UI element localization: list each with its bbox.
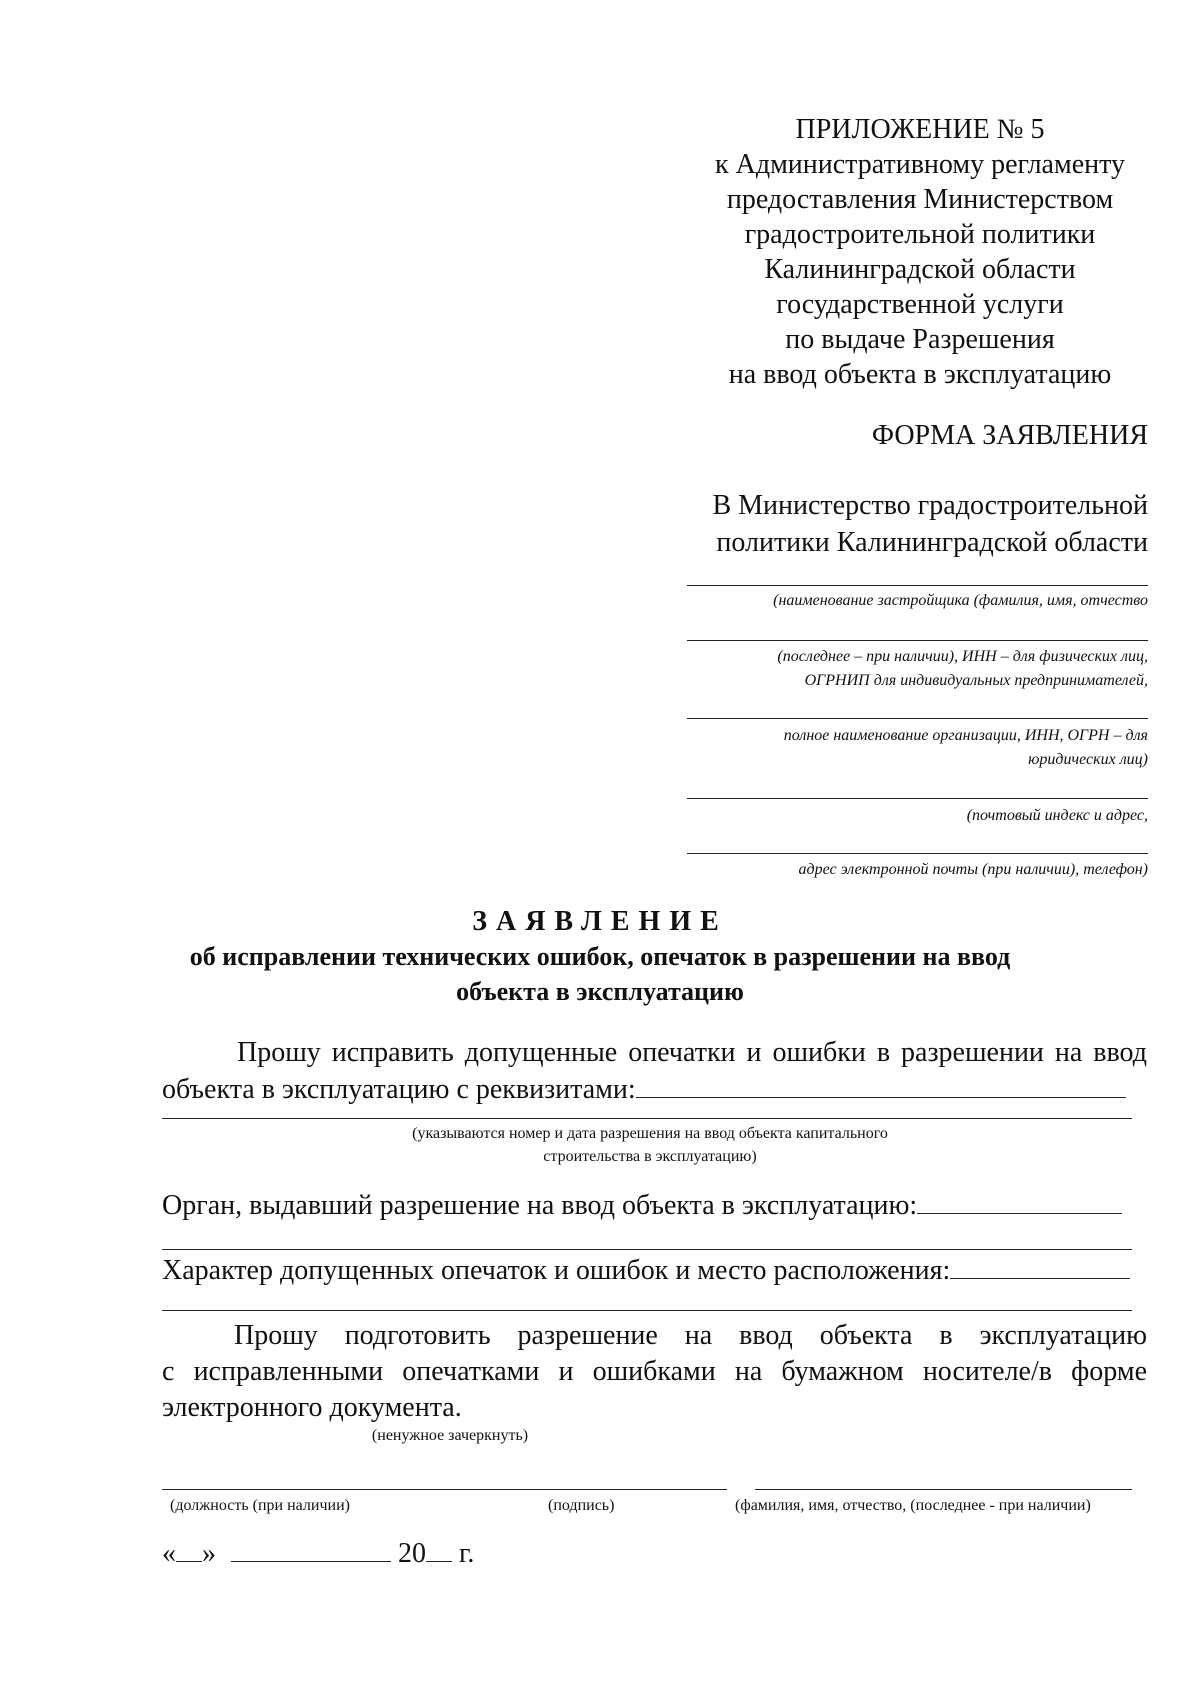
applicant-caption: (наименование застройщика (фамилия, имя, отчество [773,592,1148,609]
preparation-text: электронного документа. [162,1392,462,1423]
strike-out-note: (ненужное зачеркнуть) [371,1427,529,1444]
month-field[interactable] [231,1537,391,1562]
note-line: строительства в эксплуатацию) [543,1148,757,1165]
preparation-text: Прошу подготовить разрешение на ввод объекта в эксплуатацию [234,1320,1147,1351]
request-text: Прошу исправить допущенные опечатки и ошибки в разрешении на ввод [237,1037,1147,1068]
applicant-caption: (последнее – при наличии), ИНН – для физических лиц, [777,648,1148,665]
issuing-authority-field[interactable] [917,1187,1122,1214]
position-caption: (должность (при наличии) [170,1497,350,1514]
form-title: ФОРМА ЗАЯВЛЕНИЯ [871,420,1148,451]
year-field[interactable] [426,1537,452,1562]
year-suffix: г. [459,1538,475,1569]
applicant-caption: ОГРНИП для индивидуальных предпринимателей, [804,672,1148,689]
appendix-line: государственной услуги [776,289,1064,320]
issuing-authority-row [162,1187,1147,1224]
appendix-line: градостроительной политики [744,219,1096,250]
applicant-caption: юридических лиц) [1028,751,1148,768]
request-text: объекта в эксплуатацию с реквизитами: [162,1074,636,1105]
error-character-label: Характер допущенных опечаток и ошибок и место расположения: [162,1255,951,1286]
title-subject: об исправлении технических ошибок, опечаток в разрешении на ввод [189,942,1011,971]
postal-address-field[interactable] [687,798,1148,799]
applicant-name-field[interactable] [687,585,1148,586]
organization-field[interactable] [687,718,1148,719]
appendix-line: на ввод объекта в эксплуатацию [728,359,1112,390]
appendix-line: к Административному регламенту [715,149,1125,180]
year-prefix: 20 [398,1538,426,1569]
applicant-name-field-2[interactable] [687,640,1148,641]
permit-details-field[interactable] [636,1071,1126,1098]
applicant-caption: адрес электронной почты (при наличии), телефон) [798,861,1148,878]
issuing-authority-field-2[interactable] [162,1249,1132,1250]
day-field[interactable] [176,1537,202,1562]
email-phone-field[interactable] [687,853,1148,854]
document-title [0,904,1200,1009]
preparation-text: с исправленными опечатками и ошибками на бумажном носителе/в форме [162,1356,1147,1387]
error-character-field-2[interactable] [162,1310,1132,1311]
full-name-caption: (фамилия, имя, отчество, (последнее - при наличии) [735,1497,1091,1514]
signature-line[interactable] [162,1489,727,1490]
addressee-line: политики Калининградской области [716,527,1148,558]
applicant-caption: (почтовый индекс и адрес, [966,807,1148,824]
full-name-line[interactable] [755,1489,1132,1490]
title-word: ЗАЯВЛЕНИЕ [472,906,728,937]
date-open-quote: « [162,1538,176,1569]
signature-caption: (подпись) [548,1497,615,1514]
appendix-line: ПРИЛОЖЕНИЕ № 5 [795,114,1045,145]
appendix-line: предоставления Министерством [726,184,1114,215]
appendix-header [690,112,1150,392]
addressee-line: В Министерство градостроительной [712,490,1148,521]
permit-details-field-2[interactable] [162,1118,1132,1119]
permit-details-note [300,1122,1000,1168]
error-character-field[interactable] [950,1252,1130,1279]
error-character-row [162,1252,1147,1289]
date-row [162,1537,474,1570]
title-subject: объекта в эксплуатацию [456,977,744,1006]
date-close-quote: » [202,1538,216,1569]
note-line: (указываются номер и дата разрешения на ввод объекта капитального [412,1125,888,1142]
applicant-caption: полное наименование организации, ИНН, ОГРН – для [783,727,1148,744]
appendix-line: Калининградской области [764,254,1076,285]
appendix-line: по выдаче Разрешения [785,324,1055,355]
request-text-line2 [162,1071,1147,1108]
addressee [712,487,1148,561]
issuing-authority-label: Орган, выдавший разрешение на ввод объекта в эксплуатацию: [162,1190,918,1221]
